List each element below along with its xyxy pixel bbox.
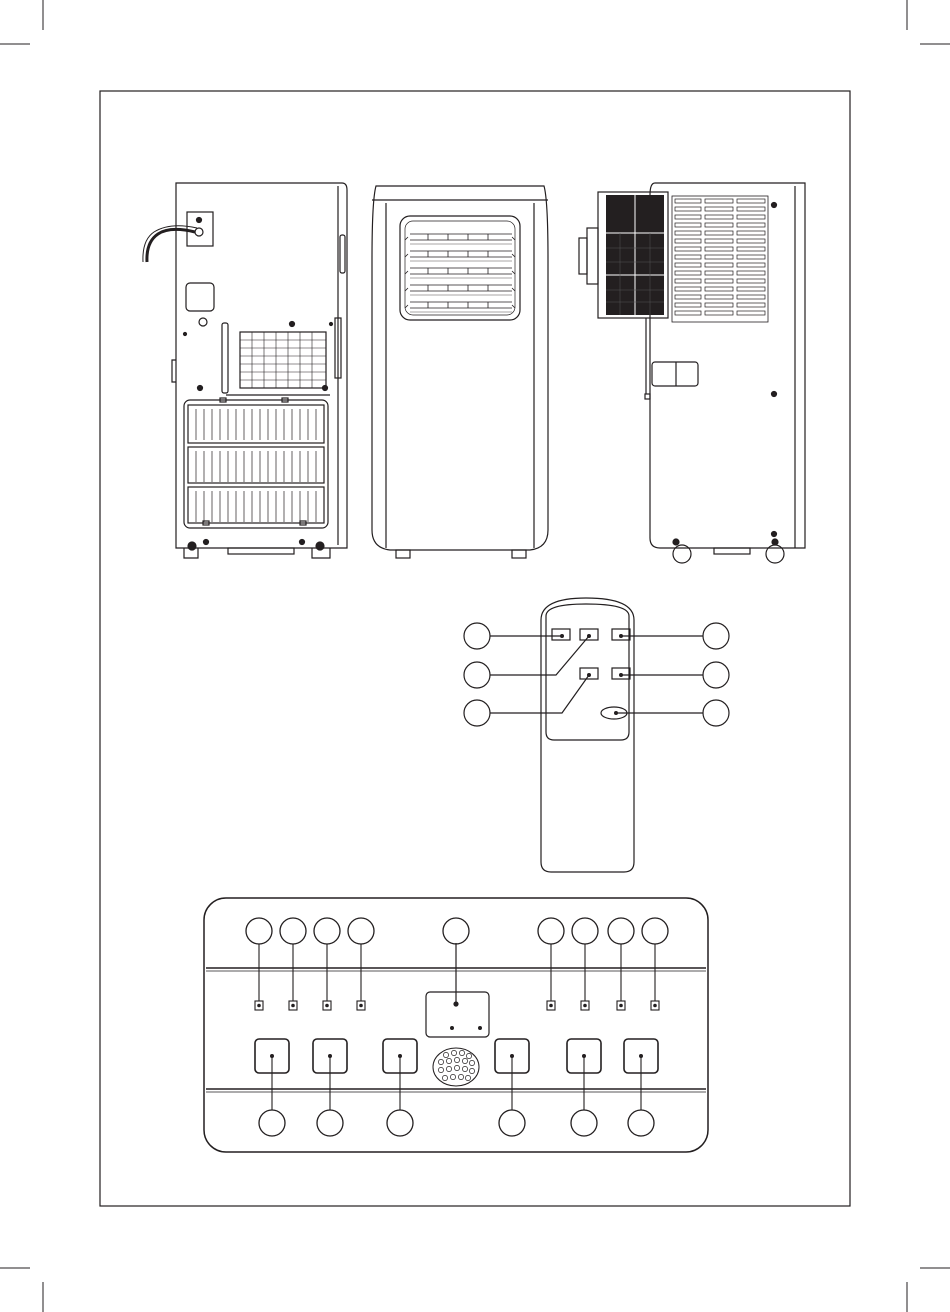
remote-callout	[703, 662, 729, 688]
unit-back-view	[143, 183, 347, 558]
indicator-callout	[572, 918, 598, 944]
remote-callout	[703, 700, 729, 726]
indicator-callout	[642, 918, 668, 944]
button-callout	[571, 1110, 597, 1136]
unit-front-view	[372, 186, 548, 558]
indicator-callout	[246, 918, 272, 944]
indicator-light-dot	[619, 1004, 623, 1008]
remote-control	[464, 598, 729, 872]
ir-receiver-grille	[433, 1048, 479, 1086]
indicator-callout	[314, 918, 340, 944]
indicator-light-dot	[325, 1004, 329, 1008]
button-callout	[317, 1110, 343, 1136]
indicator-light-dot	[257, 1004, 261, 1008]
indicator-callout	[443, 918, 469, 944]
remote-callout	[464, 623, 490, 649]
remote-callout	[464, 700, 490, 726]
indicator-light-dot	[359, 1004, 363, 1008]
indicator-light-dot	[291, 1004, 295, 1008]
button-callout	[387, 1110, 413, 1136]
indicator-callout	[348, 918, 374, 944]
button-callout	[499, 1110, 525, 1136]
panel-display	[426, 943, 489, 1037]
remote-callout	[464, 662, 490, 688]
indicator-light-dot	[583, 1004, 587, 1008]
indicator-light-dot	[549, 1004, 553, 1008]
remote-callout	[703, 623, 729, 649]
button-callout	[259, 1110, 285, 1136]
indicator-callout	[280, 918, 306, 944]
button-callout	[628, 1110, 654, 1136]
indicator-callout	[608, 918, 634, 944]
unit-side-view	[579, 183, 805, 563]
indicator-light-dot	[653, 1004, 657, 1008]
panel-marks	[246, 918, 668, 1136]
indicator-callout	[538, 918, 564, 944]
